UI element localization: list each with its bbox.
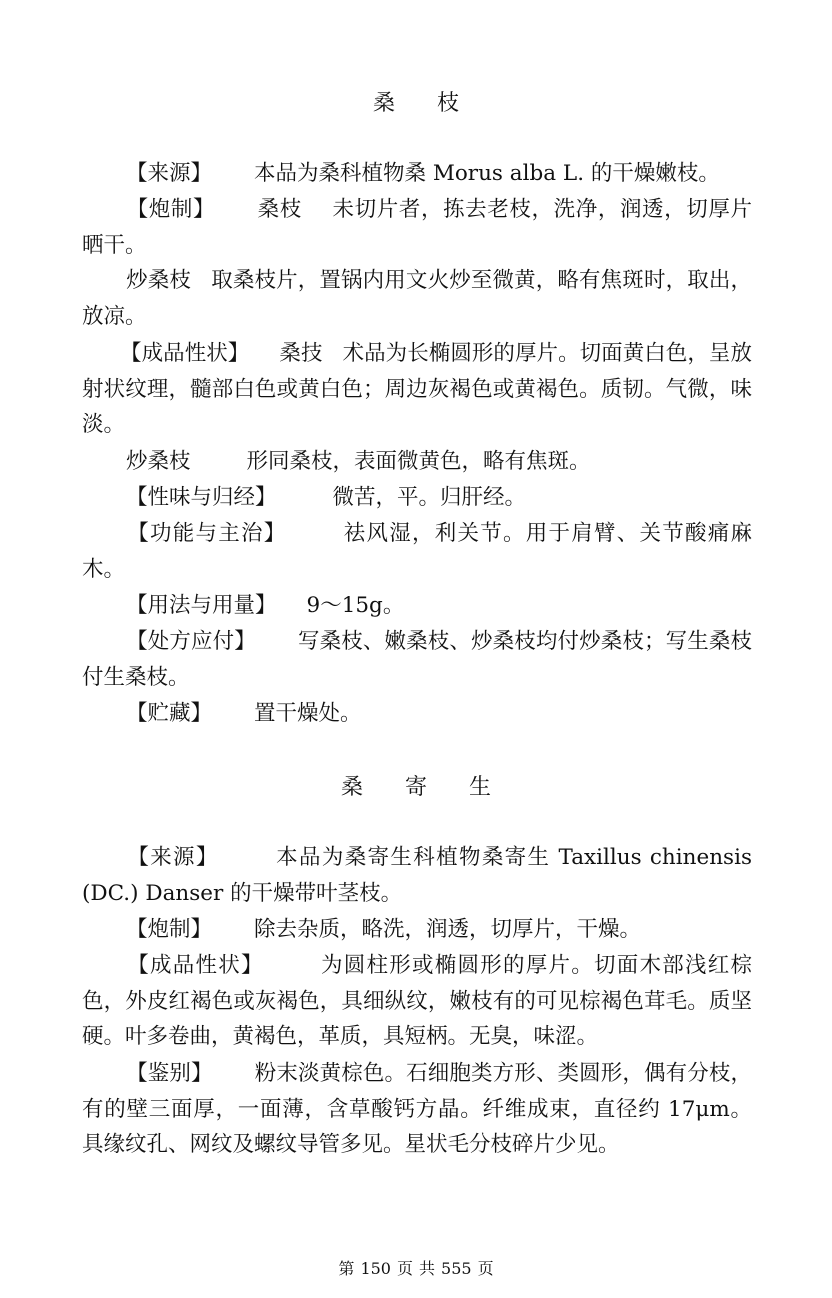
paragraph-product: [82, 336, 752, 443]
paragraph-source-2: [82, 840, 752, 911]
text-processing: 未切片者，拣去老枝，洗净，润透，切厚片晒干。: [82, 197, 752, 258]
text-usage: 9～15g。: [306, 593, 405, 618]
paragraph-processing: [82, 192, 752, 263]
title-char: 寄: [404, 775, 427, 800]
label-nature: 【性味与归经】: [126, 485, 277, 510]
footer-suffix: 页: [477, 1259, 494, 1278]
text-source: 本品为桑科植物桑 Morus alba L. 的干燥嫩枝。: [254, 161, 720, 186]
label-processing-2: 【炮制】: [126, 917, 213, 942]
text-prescription: 写桑枝、嫩桑枝、炒桑枝均付炒桑枝；写生桑枝付生桑枝。: [82, 629, 752, 690]
title-char: 枝: [437, 91, 460, 116]
paragraph-nature: [82, 480, 752, 516]
label-storage: 【贮藏】: [126, 701, 213, 726]
text-storage: 置干燥处。: [254, 701, 362, 726]
footer-page-number: 150: [360, 1259, 391, 1278]
title-char: 桑: [340, 775, 363, 800]
stir-fry-name: 炒桑枝: [126, 268, 192, 293]
footer-total-pages: 555: [441, 1259, 472, 1278]
label-identify: 【鉴别】: [126, 1061, 213, 1086]
title-char: 桑: [372, 91, 395, 116]
processing-name: 桑枝: [257, 197, 302, 222]
paragraph-usage: [82, 588, 752, 624]
paragraph-product-section2: [82, 948, 752, 1055]
paragraph-source: [82, 156, 752, 192]
label-prescription: 【处方应付】: [126, 629, 256, 654]
paragraph-identify: [82, 1056, 752, 1163]
label-usage: 【用法与用量】: [126, 593, 277, 618]
footer-mid1: 页: [396, 1259, 413, 1278]
label-product-2: 【成品性状】: [126, 953, 264, 978]
text-identify: 粉末淡黄棕色。石细胞类方形、类圆形，偶有分枝，有的壁三面厚，一面薄，含草酸钙方晶。纤维成束，直径约 17μm。具缘纹孔、网纹及螺纹导管多见。星状毛分枝碎片少见。: [82, 1061, 752, 1157]
label-source-2: 【来源】: [126, 845, 219, 870]
footer-mid2: 共: [419, 1259, 436, 1278]
product2-name: 炒桑枝: [126, 449, 191, 474]
page-footer: [0, 1256, 832, 1279]
text-source-2: 本品为桑寄生科植物桑寄生 Taxillus chinensis (DC.) Danser 的干燥带叶茎枝。: [82, 845, 752, 906]
text-product-section2: 为圆柱形或椭圆形的厚片。切面木部浅红棕色，外皮红褐色或灰褐色，具细纵纹，嫩枝有的可见棕褐色茸毛。质坚硬。叶多卷曲，黄褐色，革质，具短柄。无臭，味涩。: [82, 953, 752, 1049]
label-function: 【功能与主治】: [126, 521, 287, 546]
paragraph-function: [82, 516, 752, 587]
text-function: 祛风湿，利关节。用于肩臂、关节酸痛麻木。: [82, 521, 752, 582]
paragraph-stir-fry: [82, 263, 752, 334]
text-processing-2: 除去杂质，略洗，润透，切厚片，干燥。: [254, 917, 642, 942]
text-product2: 形同桑枝，表面微黄色，略有焦斑。: [246, 449, 591, 474]
section-title-sangzhi: [0, 86, 832, 117]
title-char: 生: [469, 775, 492, 800]
text-nature: 微苦，平。归肝经。: [332, 485, 527, 510]
section-title-sangjisheng: [0, 770, 832, 801]
paragraph-processing-2: [82, 912, 752, 948]
footer-prefix: 第: [338, 1259, 355, 1278]
paragraph-product-2: [82, 444, 752, 480]
paragraph-prescription: [82, 624, 752, 695]
label-product: 【成品性状】: [120, 341, 250, 366]
paragraph-storage: [82, 696, 752, 732]
text-stir-fry: 取桑枝片，置锅内用文火炒至微黄，略有焦斑时，取出，放凉。: [82, 268, 752, 329]
label-source: 【来源】: [126, 161, 213, 186]
text-product: 术品为长椭圆形的厚片。切面黄白色，呈放射状纹理，髓部白色或黄白色；周边灰褐色或黄褐色。质韧。气微，味淡。: [82, 341, 752, 437]
label-processing: 【炮制】: [126, 197, 216, 222]
product-name: 桑技: [279, 341, 323, 366]
